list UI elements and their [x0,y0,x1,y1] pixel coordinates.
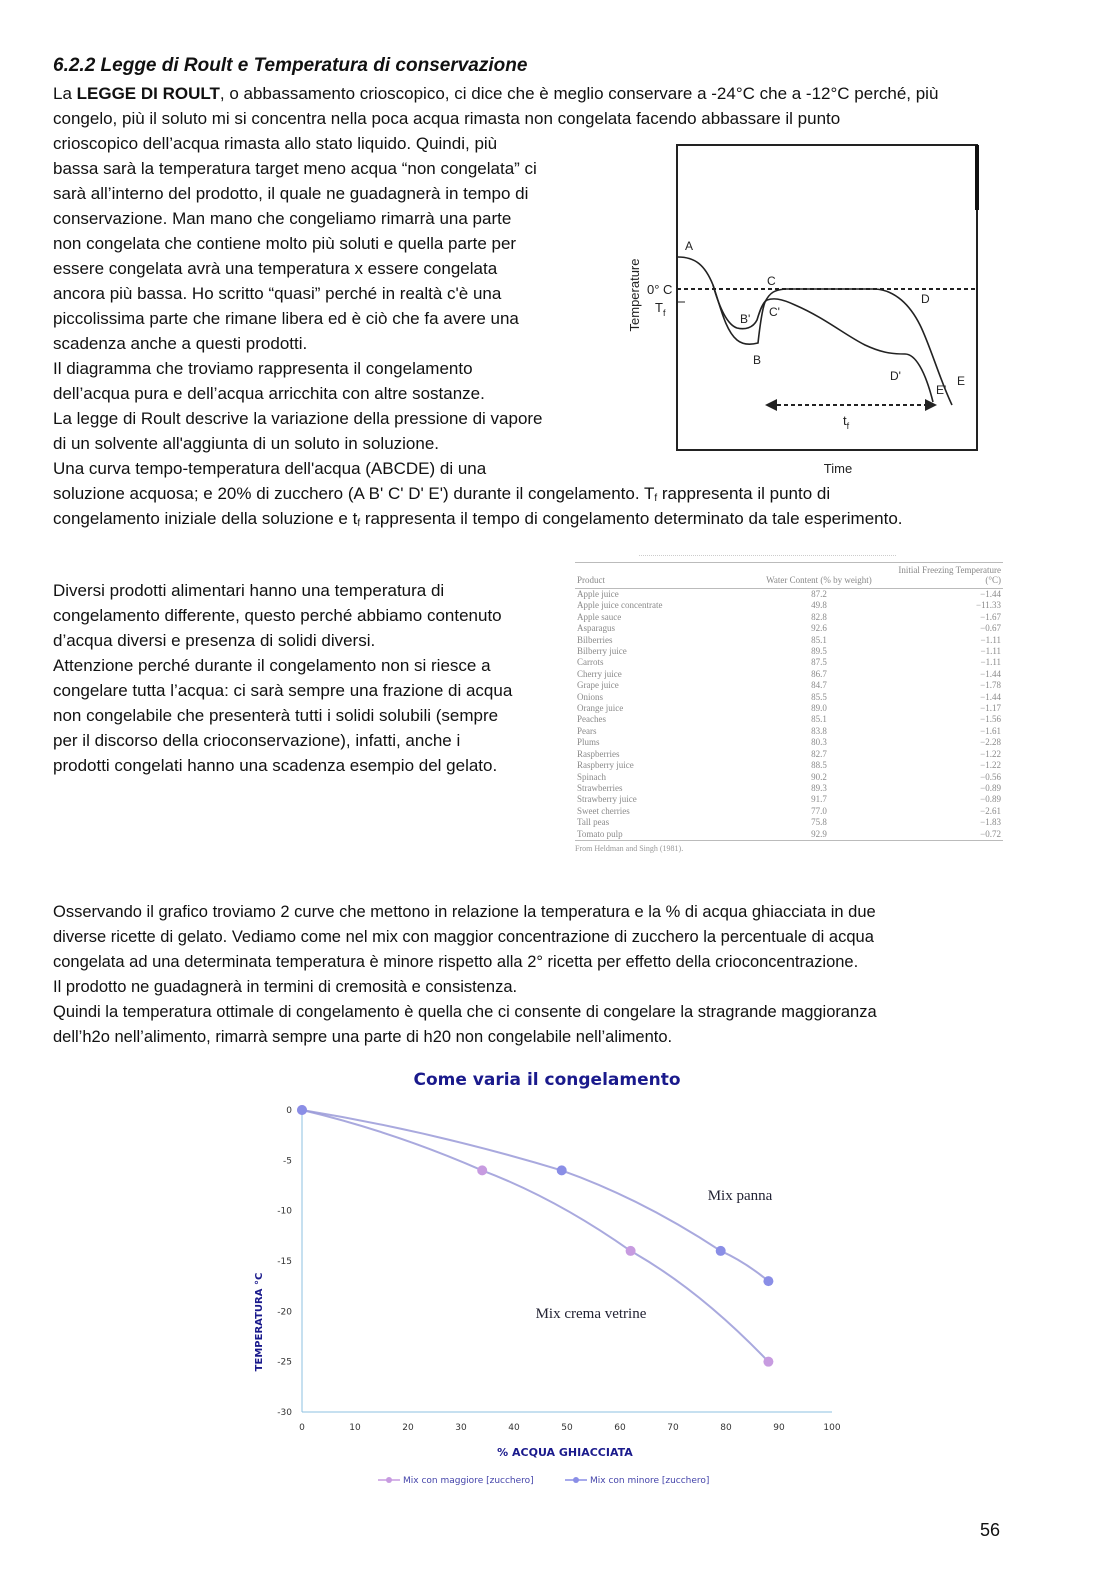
cell-freezing-temp: −2.61 [980,805,1001,816]
cell-water-content: 89.0 [811,703,827,714]
table-row [575,680,1003,691]
intro-line: di un solvente all'aggiunta di un soluto in soluzione. [53,434,440,453]
cell-freezing-temp: −1.44 [980,691,1001,702]
table-row [575,703,1003,714]
point-label-d-prime: D' [890,369,901,383]
table-row [575,760,1003,771]
cell-product: Tomato pulp [575,829,755,841]
y-tick-label: -15 [277,1257,292,1267]
table-row [575,726,1003,737]
section-heading: 6.2.2 Legge di Roult e Temperatura di conservazione [53,55,528,76]
header-freezing-temp: Initial Freezing Temperature (°C) [883,563,1003,589]
arrow-right-icon [925,399,937,411]
products-line: congelare tutta l’acqua: ci sarà sempre una frazione di acqua [53,681,513,700]
cell-product: Orange juice [577,703,624,714]
table-row [575,669,1003,680]
table-row [575,692,1003,703]
y-tick-label: 0 [286,1106,292,1116]
header-water-content: Water Content (% by weight) [755,563,883,589]
point-label-c-prime: C' [769,305,780,319]
cell-freezing-temp: −1.11 [980,646,1001,657]
cell-water-content: 91.7 [811,794,827,805]
intro-line: essere congelata avrà una temperatura x essere congelata [53,259,498,278]
table-body [575,589,1003,841]
cell-water-content: 87.2 [811,589,827,599]
cell-freezing-temp: −1.11 [980,657,1001,668]
gelato-line: dell’h2o nell’alimento, rimarrà sempre una parte di h20 non congelabile nell’alimento. [53,1028,673,1046]
x-tick-label: 100 [823,1423,841,1433]
gelato-line: Il prodotto ne guadagnerà in termini di cremosità e consistenza. [53,978,518,996]
cell-product: Cherry juice [577,668,622,679]
cell-water-content: 77.0 [811,805,827,816]
cell-product: Carrots [577,657,604,668]
intro-line-3: crioscopico dell’acqua rimasta allo stato liquido. Quindi, più [53,134,498,153]
gelato-paragraph [53,900,877,1050]
table-row [575,829,1003,841]
page-number: 56 [980,1520,1001,1540]
cell-water-content: 83.8 [811,725,827,736]
gelato-line: diverse ricette di gelato. Vediamo come nel mix con maggior concentrazione di zucchero la percentuale di acqua [53,928,874,946]
point-label-d: D [921,292,930,306]
freezing-curve-diagram [625,140,990,480]
intro-line: soluzione acquosa; e 20% di zucchero (A B' C' D' E') durante il congelamento. $T_f$ rappresenta il punto di [53,484,831,504]
products-line: d’acqua diversi e presenza di solidi diversi. [53,631,376,650]
table-header-row [575,563,1003,589]
tf-label: $T_f$ [655,300,666,318]
duration-label: $t_f$ [843,413,850,431]
cell-product: Spinach [577,771,606,782]
cell-product: Strawberry juice [577,794,637,805]
cell-freezing-temp: −0.89 [980,782,1001,793]
x-tick-label: 40 [508,1423,520,1433]
intro-line: conservazione. Man mano che congeliamo rimarrà una parte [53,209,512,228]
x-tick-label: 30 [455,1423,467,1433]
cell-freezing-temp: −1.44 [980,589,1001,599]
cell-water-content: 88.5 [811,760,827,771]
cell-product: Plums [577,737,600,748]
cell-water-content: 89.3 [811,782,827,793]
intro-line: scadenza anche a questi prodotti. [53,334,308,353]
intro-line: non congelata che contiene molto più soluti e quella parte per [53,234,517,253]
point-label-a: A [685,239,694,253]
cell-water-content: 85.1 [811,714,827,725]
intro-line: La legge di Roult descrive la variazione della pressione di vapore [53,409,543,428]
cell-water-content: 82.7 [811,748,827,759]
legend-marker-minore [573,1477,579,1483]
cell-water-content: 82.8 [811,611,827,622]
table-source: From Heldman and Singh (1981). [575,843,684,853]
cell-water-content: 85.1 [811,634,827,645]
gelato-line: congelata ad una determinata temperatura è minore rispetto alla 2° ricetta per effetto della crioconcentrazione. [53,953,859,971]
cell-product: Pears [577,725,597,736]
water-curve [678,257,952,405]
table-row [575,817,1003,828]
legend-marker-maggiore [386,1477,392,1483]
cell-freezing-temp: −1.61 [980,725,1001,736]
chart-title: Come varia il congelamento [413,1070,681,1090]
gelato-line: Quindi la temperatura ottimale di congelamento è quella che ci consente di congelare la stragrande maggioranza [53,1003,877,1021]
cell-freezing-temp: −1.22 [980,760,1001,771]
table-row [575,600,1003,611]
table-top-rule [639,555,896,557]
x-tick-label: 20 [402,1423,414,1433]
point-label-b: B [753,353,762,367]
cell-freezing-temp: −1.44 [980,668,1001,679]
data-point [626,1246,636,1256]
data-point [763,1276,773,1286]
chart-axes [277,1106,841,1433]
cell-freezing-temp: −0.67 [980,623,1001,634]
cell-water-content: 84.7 [811,680,827,691]
law-name: LEGGE DI ROULT [76,84,220,103]
table-row [575,749,1003,760]
cell-freezing-temp: −1.22 [980,748,1001,759]
data-point [297,1105,307,1115]
data-point [557,1165,567,1175]
y-tick-label: -30 [277,1408,292,1418]
cell-water-content: 92.6 [811,623,827,634]
y-tick-label: -20 [277,1307,292,1318]
x-tick-label: 80 [720,1423,732,1433]
table-row [575,806,1003,817]
table-row [575,714,1003,725]
cell-product: Raspberry juice [577,760,634,771]
x-tick-label: 0 [299,1423,305,1433]
x-tick-label: 70 [667,1423,679,1433]
cell-freezing-temp: −0.72 [883,829,1003,841]
diagram-xlabel: Time [823,461,853,476]
zero-degree-label: 0° C [647,282,673,297]
cell-product: Onions [577,691,604,702]
x-tick-label: 50 [561,1423,573,1433]
table-row [575,589,1003,601]
cell-water-content: 87.5 [811,657,827,668]
cell-water-content: 86.7 [811,668,827,679]
cell-water-content: 85.5 [811,691,827,702]
series-line-minore [302,1110,768,1281]
intro-line: piccolissima parte che rimane libera ed è ciò che fa avere una [53,309,519,328]
cell-water-content: 92.9 [755,829,883,841]
chart-series [297,1105,773,1367]
cell-freezing-temp: −1.17 [980,703,1001,714]
annotation-mix-crema: Mix crema vetrine [535,1306,647,1322]
intro-line-2: congelo, più il soluto mi si concentra nella poca acqua rimasta non congelata facendo abbassare il punto [53,109,841,128]
intro-line-1: La LEGGE DI ROULT, o abbassamento crioscopico, ci dice che è meglio conservare a -24°C che a -12°C perché, più [53,84,939,103]
table-row [575,657,1003,668]
intro-line: Una curva tempo-temperatura dell'acqua (ABCDE) di una [53,459,487,478]
cell-product: Tall peas [577,817,610,828]
cell-product: Sweet cherries [577,805,630,816]
products-line: prodotti congelati hanno una scadenza esempio del gelato. [53,756,498,775]
products-line: per il discorso della crioconservazione), infatti, anche i [53,731,461,750]
cell-freezing-temp: −0.56 [980,771,1001,782]
cell-product: Asparagus [577,623,615,634]
cell-water-content: 89.5 [811,646,827,657]
data-point [716,1246,726,1256]
y-tick-label: -5 [283,1156,292,1167]
x-tick-label: 60 [614,1423,626,1433]
data-point [477,1165,487,1175]
table-row [575,612,1003,623]
intro-line: congelamento iniziale della soluzione e $t_f$ rappresenta il tempo di congelamento determinato da tale esperimento. [53,509,903,529]
legend-label-minore: Mix con minore [zucchero] [590,1476,710,1486]
point-label-b-prime: B' [740,312,751,326]
table-row [575,646,1003,657]
point-label-e: E [957,374,966,388]
table-row [575,737,1003,748]
cell-freezing-temp: −2.28 [980,737,1001,748]
data-point [763,1357,773,1367]
intro-line: sarà all’interno del prodotto, il quale ne guadagnerà in tempo di [53,184,529,203]
cell-product: Apple juice [577,589,619,599]
products-line: congelamento differente, questo perché abbiamo contenuto [53,606,502,625]
freezing-chart [250,1060,850,1500]
products-line: non congelabile che presenterà tutti i solidi solubili (sempre [53,706,499,725]
freezing-temperature-table [575,555,1003,853]
header-product: Product [575,563,755,589]
cell-product: Raspberries [577,748,620,759]
cell-product: Strawberries [577,782,623,793]
point-label-e-prime: E' [936,383,947,397]
x-tick-label: 90 [773,1423,785,1433]
intro-line: Il diagramma che troviamo rappresenta il congelamento [53,359,473,378]
y-tick-label: -25 [277,1357,292,1368]
gelato-line: Osservando il grafico troviamo 2 curve che mettono in relazione la temperatura e la % di acqua ghiacciata in due [53,903,876,921]
products-paragraph [53,578,512,778]
table-row [575,772,1003,783]
cell-product: Grape juice [577,680,619,691]
cell-product: Apple juice concentrate [577,600,663,611]
intro-line: ancora più bassa. Ho scritto “quasi” perché in realtà c'è una [53,284,502,303]
table-row [575,635,1003,646]
products-line: Attenzione perché durante il congelamento non si riesce a [53,656,491,675]
table-row [575,794,1003,805]
annotation-mix-panna: Mix panna [707,1188,773,1204]
table-row [575,783,1003,794]
cell-freezing-temp: −1.11 [980,634,1001,645]
cell-product: Bilberry juice [577,646,627,657]
cell-freezing-temp: −11.33 [976,600,1001,611]
cell-water-content: 90.2 [811,771,827,782]
cell-freezing-temp: −0.89 [980,794,1001,805]
cell-freezing-temp: −1.78 [980,680,1001,691]
cell-water-content: 75.8 [811,817,827,828]
table-row [575,623,1003,634]
x-tick-label: 10 [349,1423,361,1433]
cell-freezing-temp: −1.83 [980,817,1001,828]
cell-product: Bilberries [577,634,613,645]
chart-legend [378,1476,709,1486]
chart-ylabel: TEMPERATURA °C [254,1272,265,1372]
diagram-ylabel: Temperature [627,258,642,332]
chart-xlabel: % ACQUA GHIACCIATA [497,1446,633,1459]
cell-freezing-temp: −1.67 [980,611,1001,622]
products-line: Diversi prodotti alimentari hanno una temperatura di [53,581,445,600]
y-tick-label: -10 [277,1206,292,1217]
arrow-left-icon [765,399,777,411]
point-label-c: C [767,274,776,288]
cell-product: Apple sauce [577,611,622,622]
intro-line: bassa sarà la temperatura target meno acqua “non congelata” ci [53,159,537,178]
intro-line: dell’acqua pura e dell’acqua arricchita con altre sostanze. [53,384,485,403]
legend-label-maggiore: Mix con maggiore [zucchero] [403,1476,534,1486]
cell-freezing-temp: −1.56 [980,714,1001,725]
cell-water-content: 80.3 [811,737,827,748]
cell-product: Peaches [577,714,606,725]
cell-water-content: 49.8 [811,600,827,611]
